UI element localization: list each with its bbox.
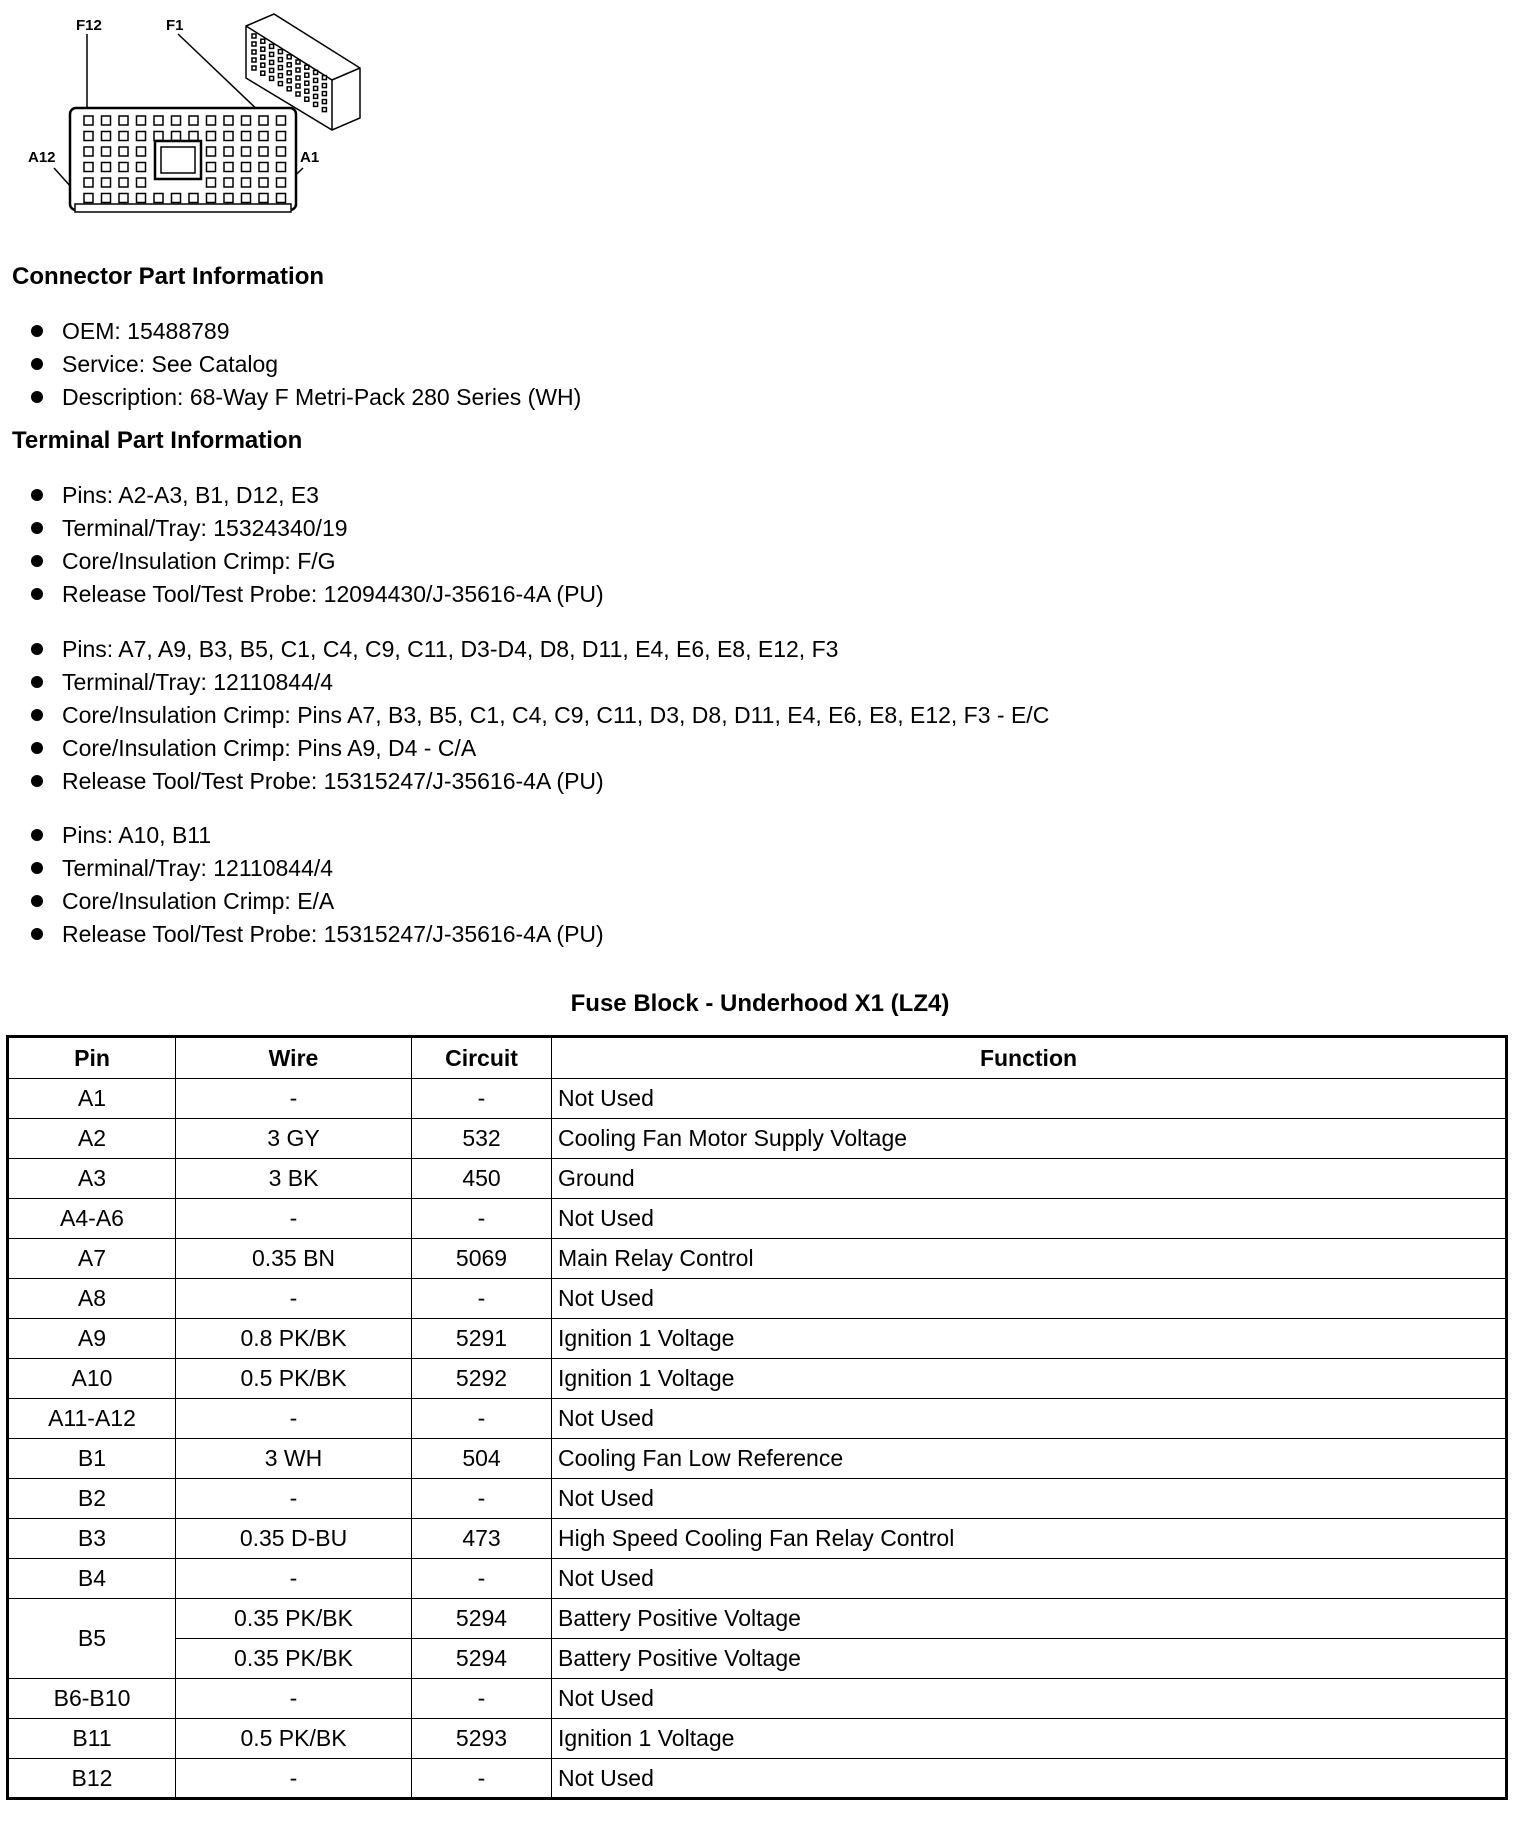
cell-wire: 0.35 PK/BK xyxy=(176,1639,412,1679)
cell-circuit: 5291 xyxy=(412,1319,552,1359)
table-row xyxy=(8,1719,1507,1759)
pin-cavity-3d xyxy=(305,89,309,93)
cell-function: Not Used xyxy=(552,1399,1507,1439)
pin-cavity xyxy=(259,116,268,125)
cell-pin: A3 xyxy=(8,1159,176,1199)
pin-cavity-3d xyxy=(270,76,274,80)
cell-pin: B5 xyxy=(8,1599,176,1679)
pin-cavity-3d xyxy=(314,94,318,98)
pin-cavity xyxy=(119,178,128,187)
pin-cavity xyxy=(189,116,198,125)
pin-cavity xyxy=(207,132,216,141)
pin-cavity xyxy=(277,194,286,203)
table-row xyxy=(8,1479,1507,1519)
pin-cavity xyxy=(242,178,251,187)
pin-cavity xyxy=(172,132,181,141)
pin-cavity xyxy=(224,163,233,172)
terminal-info-group-2 xyxy=(28,633,1049,798)
cell-wire: 0.35 BN xyxy=(176,1239,412,1279)
pin-cavity xyxy=(189,132,198,141)
cell-circuit: 5293 xyxy=(412,1719,552,1759)
pinout-table xyxy=(6,1035,1508,1800)
pin-cavity xyxy=(137,147,146,156)
cell-pin: A7 xyxy=(8,1239,176,1279)
table-row xyxy=(8,1679,1507,1719)
cell-wire: - xyxy=(176,1559,412,1599)
cell-pin: B2 xyxy=(8,1479,176,1519)
pin-cavity xyxy=(84,194,93,203)
table-row xyxy=(8,1359,1507,1399)
cell-function: High Speed Cooling Fan Relay Control xyxy=(552,1519,1507,1559)
pin-cavity xyxy=(137,194,146,203)
cell-pin: B1 xyxy=(8,1439,176,1479)
table-row xyxy=(8,1399,1507,1439)
cell-wire: - xyxy=(176,1679,412,1719)
pin-cavity xyxy=(224,132,233,141)
pin-cavity xyxy=(224,116,233,125)
pin-cavity-3d xyxy=(261,55,265,59)
cell-wire: - xyxy=(176,1759,412,1799)
label-f1: F1 xyxy=(166,17,184,34)
cell-circuit: 5294 xyxy=(412,1639,552,1679)
label-a1: A1 xyxy=(300,149,320,166)
pin-cavity xyxy=(102,132,111,141)
pin-cavity xyxy=(224,147,233,156)
pin-cavity-3d xyxy=(314,78,318,82)
cell-function: Not Used xyxy=(552,1199,1507,1239)
pin-cavity-3d xyxy=(314,70,318,74)
pin-cavity-3d xyxy=(296,84,300,88)
cell-circuit: 5292 xyxy=(412,1359,552,1399)
pin-cavity-3d xyxy=(261,63,265,67)
bullet-item: Terminal/Tray: 15324340/19 xyxy=(28,512,604,545)
pin-cavity xyxy=(189,194,198,203)
cell-function: Battery Positive Voltage xyxy=(552,1599,1507,1639)
pin-cavity xyxy=(259,178,268,187)
cell-wire: 0.35 D-BU xyxy=(176,1519,412,1559)
cell-wire: - xyxy=(176,1399,412,1439)
pin-cavity-3d xyxy=(287,87,291,91)
cell-wire: - xyxy=(176,1279,412,1319)
cell-circuit: - xyxy=(412,1559,552,1599)
cell-wire: - xyxy=(176,1199,412,1239)
cell-circuit: 532 xyxy=(412,1119,552,1159)
table-row xyxy=(8,1079,1507,1119)
pin-cavity-3d xyxy=(322,108,326,112)
cell-function: Ignition 1 Voltage xyxy=(552,1359,1507,1399)
table-row xyxy=(8,1599,1507,1639)
pin-cavity xyxy=(102,116,111,125)
bullet-item: Core/Insulation Crimp: F/G xyxy=(28,545,604,578)
pin-cavity xyxy=(84,178,93,187)
pin-cavity-3d xyxy=(314,86,318,90)
pin-cavity-3d xyxy=(322,76,326,80)
bullet-item: OEM: 15488789 xyxy=(28,315,581,348)
pin-cavity xyxy=(259,194,268,203)
pin-cavity xyxy=(172,194,181,203)
cell-circuit: - xyxy=(412,1199,552,1239)
cell-function: Battery Positive Voltage xyxy=(552,1639,1507,1679)
cell-circuit: 5294 xyxy=(412,1599,552,1639)
pin-cavity xyxy=(242,132,251,141)
cell-pin: B11 xyxy=(8,1719,176,1759)
table-row xyxy=(8,1199,1507,1239)
cell-function: Not Used xyxy=(552,1279,1507,1319)
table-header-row xyxy=(8,1037,1507,1079)
pin-cavity-3d xyxy=(305,65,309,69)
cell-wire: - xyxy=(176,1079,412,1119)
cell-function: Ground xyxy=(552,1159,1507,1199)
cell-function: Not Used xyxy=(552,1559,1507,1599)
pin-cavity xyxy=(137,132,146,141)
pin-cavity xyxy=(119,194,128,203)
pin-cavity-3d xyxy=(278,82,282,86)
cell-circuit: 504 xyxy=(412,1439,552,1479)
table-row xyxy=(8,1119,1507,1159)
terminal-info-group-1 xyxy=(28,479,604,611)
pin-cavity xyxy=(277,147,286,156)
cell-circuit: - xyxy=(412,1759,552,1799)
pin-cavity-3d xyxy=(296,68,300,72)
pin-cavity xyxy=(224,194,233,203)
bullet-item: Release Tool/Test Probe: 12094430/J-35616-4A (PU) xyxy=(28,578,604,611)
cell-pin: A2 xyxy=(8,1119,176,1159)
bullet-item: Pins: A2-A3, B1, D12, E3 xyxy=(28,479,604,512)
pin-cavity xyxy=(259,163,268,172)
cell-pin: A10 xyxy=(8,1359,176,1399)
connector-info-heading: Connector Part Information xyxy=(12,263,325,290)
cell-pin: B3 xyxy=(8,1519,176,1559)
pin-cavity xyxy=(102,178,111,187)
cell-circuit: - xyxy=(412,1279,552,1319)
bullet-item: Core/Insulation Crimp: E/A xyxy=(28,885,604,918)
bullet-item: Core/Insulation Crimp: Pins A9, D4 - C/A xyxy=(28,732,1049,765)
header-function: Function xyxy=(552,1037,1507,1079)
cell-wire: 3 GY xyxy=(176,1119,412,1159)
header-wire: Wire xyxy=(176,1037,412,1079)
label-a12: A12 xyxy=(28,149,56,166)
bullet-item: Pins: A7, A9, B3, B5, C1, C4, C9, C11, D3-D4, D8, D11, E4, E6, E8, E12, F3 xyxy=(28,633,1049,666)
pin-cavity xyxy=(119,116,128,125)
cell-wire: 0.5 PK/BK xyxy=(176,1359,412,1399)
pin-cavity-3d xyxy=(314,102,318,106)
pin-cavity xyxy=(259,147,268,156)
pin-cavity-3d xyxy=(305,81,309,85)
pin-cavity xyxy=(84,132,93,141)
cell-function: Cooling Fan Motor Supply Voltage xyxy=(552,1119,1507,1159)
pin-cavity xyxy=(207,194,216,203)
cell-pin: A11-A12 xyxy=(8,1399,176,1439)
bullet-item: Core/Insulation Crimp: Pins A7, B3, B5, C1, C4, C9, C11, D3, D8, D11, E4, E6, E8, E12, F3 - E/C xyxy=(28,699,1049,732)
pin-cavity xyxy=(84,147,93,156)
pin-cavity xyxy=(277,163,286,172)
connector-diagram xyxy=(18,8,378,218)
table-title: Fuse Block - Underhood X1 (LZ4) xyxy=(570,990,950,1017)
pin-cavity xyxy=(242,194,251,203)
table-row xyxy=(8,1559,1507,1599)
pin-cavity-3d xyxy=(322,92,326,96)
label-f12: F12 xyxy=(76,17,102,34)
table-row xyxy=(8,1319,1507,1359)
bullet-item: Release Tool/Test Probe: 15315247/J-35616-4A (PU) xyxy=(28,765,1049,798)
table-row xyxy=(8,1519,1507,1559)
pin-cavity-3d xyxy=(261,71,265,75)
pin-cavity xyxy=(137,178,146,187)
pin-cavity-3d xyxy=(252,66,256,70)
pin-cavity-3d xyxy=(252,42,256,46)
pin-cavity-3d xyxy=(287,79,291,83)
pin-cavity xyxy=(207,178,216,187)
pin-cavity-3d xyxy=(296,76,300,80)
cell-function: Main Relay Control xyxy=(552,1239,1507,1279)
cell-function: Cooling Fan Low Reference xyxy=(552,1439,1507,1479)
pin-cavity-3d xyxy=(278,74,282,78)
pin-cavity-3d xyxy=(270,52,274,56)
pin-cavity xyxy=(242,116,251,125)
pin-cavity xyxy=(277,132,286,141)
bullet-item: Terminal/Tray: 12110844/4 xyxy=(28,852,604,885)
pin-cavity xyxy=(137,116,146,125)
pin-cavity-3d xyxy=(305,73,309,77)
pin-cavity xyxy=(242,163,251,172)
pin-cavity-3d xyxy=(252,58,256,62)
table-row xyxy=(8,1439,1507,1479)
cell-circuit: - xyxy=(412,1399,552,1439)
pin-cavity xyxy=(137,163,146,172)
pin-cavity-3d xyxy=(252,50,256,54)
pin-cavity-3d xyxy=(287,63,291,67)
cell-function: Not Used xyxy=(552,1479,1507,1519)
pin-cavity-3d xyxy=(261,39,265,43)
pin-cavity-3d xyxy=(270,44,274,48)
cell-circuit: - xyxy=(412,1479,552,1519)
cell-wire: 3 WH xyxy=(176,1439,412,1479)
cell-circuit: 5069 xyxy=(412,1239,552,1279)
cell-function: Not Used xyxy=(552,1679,1507,1719)
bullet-item: Terminal/Tray: 12110844/4 xyxy=(28,666,1049,699)
pin-cavity-3d xyxy=(270,68,274,72)
cell-wire: 0.8 PK/BK xyxy=(176,1319,412,1359)
cell-wire: 0.5 PK/BK xyxy=(176,1719,412,1759)
bullet-item: Description: 68-Way F Metri-Pack 280 Series (WH) xyxy=(28,381,581,414)
pin-cavity xyxy=(119,163,128,172)
pin-cavity-3d xyxy=(278,66,282,70)
pin-cavity xyxy=(259,132,268,141)
cell-pin: A8 xyxy=(8,1279,176,1319)
pin-cavity-3d xyxy=(305,97,309,101)
pin-cavity-3d xyxy=(322,100,326,104)
pin-cavity xyxy=(102,163,111,172)
pin-cavity-3d xyxy=(278,58,282,62)
pin-cavity xyxy=(119,147,128,156)
cell-pin: B12 xyxy=(8,1759,176,1799)
connector-info-list xyxy=(28,315,581,414)
pin-cavity xyxy=(84,163,93,172)
pin-cavity-3d xyxy=(287,71,291,75)
pin-cavity-3d xyxy=(296,60,300,64)
terminal-info-heading: Terminal Part Information xyxy=(12,427,303,454)
cell-wire: - xyxy=(176,1479,412,1519)
cell-function: Not Used xyxy=(552,1759,1507,1799)
cell-pin: A1 xyxy=(8,1079,176,1119)
pin-cavity xyxy=(277,116,286,125)
cell-function: Ignition 1 Voltage xyxy=(552,1319,1507,1359)
header-pin: Pin xyxy=(8,1037,176,1079)
cell-pin: A4-A6 xyxy=(8,1199,176,1239)
header-circuit: Circuit xyxy=(412,1037,552,1079)
pin-cavity xyxy=(154,132,163,141)
pin-cavity xyxy=(154,194,163,203)
cell-circuit: - xyxy=(412,1079,552,1119)
table-row xyxy=(8,1759,1507,1799)
terminal-info-group-3 xyxy=(28,819,604,951)
table-row xyxy=(8,1159,1507,1199)
cell-circuit: - xyxy=(412,1679,552,1719)
pin-cavity xyxy=(102,147,111,156)
cell-pin: B4 xyxy=(8,1559,176,1599)
pin-cavity-3d xyxy=(252,34,256,38)
pin-cavity xyxy=(207,116,216,125)
table-row xyxy=(8,1639,1507,1679)
cell-pin: B6-B10 xyxy=(8,1679,176,1719)
pin-cavity xyxy=(207,147,216,156)
cell-wire: 3 BK xyxy=(176,1159,412,1199)
cell-function: Ignition 1 Voltage xyxy=(552,1719,1507,1759)
pin-cavity-3d xyxy=(287,55,291,59)
pin-cavity xyxy=(172,116,181,125)
pin-cavity xyxy=(154,116,163,125)
pin-cavity xyxy=(242,147,251,156)
pin-cavity-3d xyxy=(261,47,265,51)
pin-cavity xyxy=(84,116,93,125)
bullet-item: Release Tool/Test Probe: 15315247/J-35616-4A (PU) xyxy=(28,918,604,951)
pin-cavity xyxy=(119,132,128,141)
cell-circuit: 473 xyxy=(412,1519,552,1559)
pin-cavity xyxy=(102,194,111,203)
pin-cavity-3d xyxy=(270,60,274,64)
pin-cavity-3d xyxy=(278,50,282,54)
cell-pin: A9 xyxy=(8,1319,176,1359)
pin-cavity xyxy=(277,178,286,187)
pin-cavity-3d xyxy=(296,92,300,96)
cell-function: Not Used xyxy=(552,1079,1507,1119)
bullet-item: Service: See Catalog xyxy=(28,348,581,381)
table-row xyxy=(8,1239,1507,1279)
pin-cavity xyxy=(224,178,233,187)
cell-wire: 0.35 PK/BK xyxy=(176,1599,412,1639)
bullet-item: Pins: A10, B11 xyxy=(28,819,604,852)
table-row xyxy=(8,1279,1507,1319)
pin-cavity-3d xyxy=(322,84,326,88)
cell-circuit: 450 xyxy=(412,1159,552,1199)
pin-cavity xyxy=(207,163,216,172)
